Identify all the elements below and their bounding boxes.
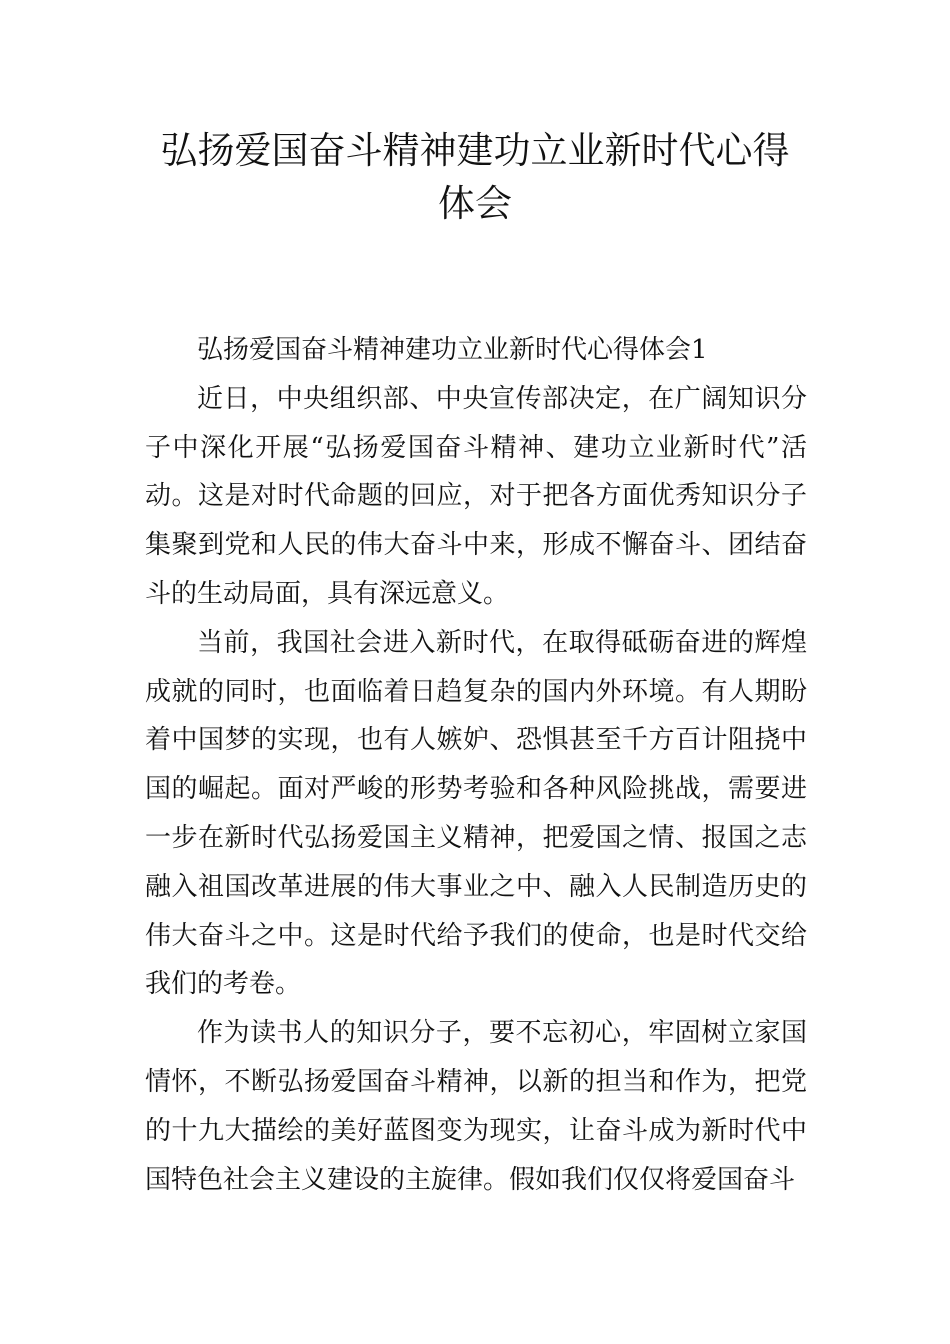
- body-paragraph-3: 作为读书人的知识分子，要不忘初心，牢固树立家国情怀，不断弘扬爱国奋斗精神，以新的担当和作为，把党的十九大描绘的美好蓝图变为现实，让奋斗成为新时代中国特色社会主义建设的主旋律。假如我们仅仅将爱国奋斗: [145, 1018, 807, 1195]
- title-line-2: 体会: [438, 182, 512, 225]
- body-paragraph-2: 当前，我国社会进入新时代，在取得砥砺奋进的辉煌成就的同时，也面临着日趋复杂的国内外环境。有人期盼着中国梦的实现，也有人嫉妒、恐惧甚至千方百计阻挠中国的崛起。面对严峻的形势考验和各种风险挑战，需要进一步在新时代弘扬爱国主义精神，把爱国之情、报国之志融入祖国改革进展的伟大事业之中、融入人民制造历史的伟大奋斗之中。这是时代给予我们的使命，也是时代交给我们的考卷。: [145, 627, 807, 1000]
- document-body: [145, 326, 807, 1204]
- body-paragraph-1: 近日，中央组织部、中央宣传部决定，在广阔知识分子中深化开展“弘扬爱国奋斗精神、建功立业新时代”活动。这是对时代命题的回应，对于把各方面优秀知识分子集聚到党和人民的伟大奋斗中来，形成不懈奋斗、团结奋斗的生动局面，具有深远意义。: [145, 383, 807, 609]
- section-heading: 弘扬爱国奋斗精神建功立业新时代心得体会1: [197, 335, 708, 365]
- document-title: [120, 124, 830, 230]
- title-line-1: 弘扬爱国奋斗精神建功立业新时代心得: [160, 129, 790, 172]
